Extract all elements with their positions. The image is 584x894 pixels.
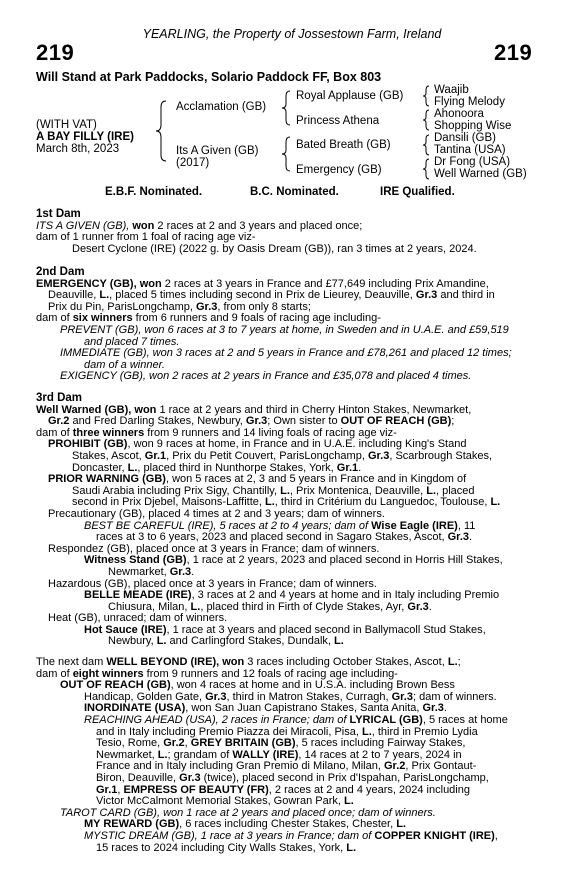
third-dam-line: Newmarket, Gr.3. — [108, 565, 195, 578]
second-dam-line: PREVENT (GB), won 6 races at 3 to 7 years at home, in Sweden and in U.A.E. and £59,519 — [60, 323, 509, 336]
sire: Acclamation (GB) — [176, 101, 267, 113]
dam-dam-dam: Well Warned (GB) — [434, 168, 527, 180]
dam-sire-sire: Dansili (GB) — [434, 132, 496, 144]
third-dam-line: Precautionary (GB), placed 4 times at 2 and 3 years; dam of winners. — [48, 507, 385, 520]
next-dam-line: dam of eight winners from 9 runners and 12 foals of racing age including- — [36, 667, 398, 680]
dam-dam: Emergency (GB) — [296, 164, 382, 176]
next-dam-line: REACHING AHEAD (USA), 2 races in France; dam of LYRICAL (GB), 5 races at home — [84, 713, 508, 726]
third-dam-section — [36, 393, 562, 648]
next-dam-line: France and in Italy including Gran Premio di Milano, Milan, Gr.2, Prix Gontaut- — [96, 760, 477, 773]
first-dam-line: ITS A GIVEN (GB), won 2 races at 2 and 3 years and placed once; — [36, 219, 363, 232]
next-dam-line: Handicap, Golden Gate, Gr.3, third in Matron Stakes, Curragh, Gr.3; dam of winners. — [84, 690, 497, 703]
next-dam-line: OUT OF REACH (GB), won 4 races at home and in U.S.A. including Brown Bess — [60, 679, 455, 692]
next-dam-line: TAROT CARD (GB), won 1 race at 2 years and placed once; dam of winners. — [60, 806, 436, 819]
third-dam-line: Respondez (GB), placed once at 3 years in France; dam of winners. — [48, 542, 380, 555]
stand-location: Will Stand at Park Paddocks, Solario Paddock FF, Box 803 — [36, 70, 382, 84]
third-dam-line: Well Warned (GB), won 1 race at 2 years and third in Cherry Hinton Stakes, Newmarket, — [36, 403, 472, 416]
first-dam-section — [36, 209, 562, 255]
second-dam-line: Prix du Pin, ParisLongchamp, Gr.3, from only 8 starts; — [48, 300, 311, 313]
second-dam-line: EXIGENCY (GB), won 2 races at 2 years in France and £35,078 and placed 4 times. — [60, 370, 472, 383]
third-dam-line: Newbury, L. and Carlingford Stakes, Dundalk, L. — [108, 635, 344, 648]
next-dam-line: and in Italy including Premio Piazza dei Miracoli, Pisa, L., third in Premio Lydia — [96, 725, 478, 738]
first-dam-heading: 1st Dam — [36, 208, 81, 220]
third-dam-line: PRIOR WARNING (GB), won 5 races at 2, 3 and 5 years in France and in Kingdom of — [48, 473, 467, 486]
sire-dam: Princess Athena — [296, 115, 380, 127]
vendor-title: YEARLING, the Property of Jossestown Farm, Ireland — [142, 27, 442, 41]
next-dam-line: Gr.1, EMPRESS OF BEAUTY (FR), 2 races at 2 and 4 years, 2024 including — [96, 783, 470, 796]
ebf-status: E.B.F. Nominated. — [105, 186, 203, 198]
third-dam-line: Gr.2 and Fred Darling Stakes, Newbury, Gr.3; Own sister to OUT OF REACH (GB); — [48, 415, 455, 428]
third-dam-line: Witness Stand (GB), 1 race at 2 years, 2023 and placed second in Horris Hill Stakes, — [84, 554, 503, 567]
second-dam-line: and placed 7 times. — [84, 335, 180, 348]
third-dam-line: races at 3 to 6 years, 2023 and placed second in Sagaro Stakes, Ascot, Gr.3. — [96, 531, 473, 544]
sire-sire: Royal Applause (GB) — [296, 90, 404, 102]
third-dam-line: Chiusura, Milan, L., placed third in Firth of Clyde Stakes, Ayr, Gr.3. — [108, 600, 432, 613]
dam-sire-dam: Tantina (USA) — [434, 144, 506, 156]
foaling-date: March 8th, 2023 — [36, 143, 120, 155]
second-dam-section — [36, 267, 562, 383]
next-dam-line: Newmarket, L.; grandam of WALLY (IRE), 14 races at 2 to 7 years, 2024 in — [96, 748, 462, 761]
dam-year: (2017) — [176, 157, 210, 169]
next-dam-line: The next dam WELL BEYOND (IRE), won 3 races including October Stakes, Ascot, L.; — [36, 656, 461, 668]
third-dam-line: BEST BE CAREFUL (IRE), 5 races at 2 to 4 years; dam of Wise Eagle (IRE), 11 — [84, 519, 476, 532]
second-dam-line: EMERGENCY (GB), won 2 races at 3 years in France and £77,649 including Prix Amandine, — [36, 277, 489, 290]
next-dam-line: Biron, Deauville, Gr.3 (twice), placed second in Prix d'Ispahan, ParisLongchamp, — [96, 771, 489, 784]
sire-sire-sire: Waajib — [434, 84, 469, 96]
sire-dam-sire: Ahonoora — [434, 108, 484, 120]
dam: Its A Given (GB) — [176, 145, 259, 157]
first-dam-line: Desert Cyclone (IRE) (2022 g. by Oasis Dream (GB)), ran 3 times at 2 years, 2024. — [72, 242, 477, 255]
dam-dam-sire: Dr Fong (USA) — [434, 156, 511, 168]
ire-status: IRE Qualified. — [380, 186, 455, 198]
sire-dam-dam: Shopping Wise — [434, 120, 512, 132]
first-dam-line: dam of 1 runner from 1 foal of racing age viz- — [36, 231, 256, 244]
second-dam-line: IMMEDIATE (GB), won 3 races at 2 and 5 years in France and £78,261 and placed 12 times; — [60, 347, 512, 360]
third-dam-line: second in Prix Djebel, Maisons-Laffitte, L., third in Critérium du Languedoc, Toulouse, L. — [72, 496, 501, 509]
second-dam-line: dam of a winner. — [84, 358, 165, 371]
next-dam-line: Victor McCalmont Memorial Stakes, Gowran Park, L. — [96, 795, 354, 808]
third-dam-line: Hot Sauce (IRE), 1 race at 3 years and placed second in Ballymacoll Stud Stakes, — [84, 623, 486, 636]
second-dam-line: Deauville, L., placed 5 times including second in Prix de Lieurey, Deauville, Gr.3 and third in — [48, 289, 495, 302]
next-dam-line: MY REWARD (GB), 6 races including Chester Stakes, Chester, L. — [84, 818, 406, 831]
lot-number-right: 219 — [494, 40, 533, 65]
sire-sire-dam: Flying Melody — [434, 96, 505, 108]
third-dam-heading: 3rd Dam — [36, 392, 83, 404]
next-dam-line: MYSTIC DREAM (GB), 1 race at 3 years in France; dam of COPPER KNIGHT (IRE), — [84, 829, 498, 842]
third-dam-line: BELLE MEADE (IRE), 3 races at 2 and 4 years at home and in Italy including Premio — [84, 589, 500, 602]
third-dam-line: Hazardous (GB), placed once at 3 years in France; dam of winners. — [48, 577, 377, 590]
next-dam-line: 15 races to 2024 including City Walls Stakes, York, L. — [96, 841, 357, 854]
third-dam-line: Heat (GB), unraced; dam of winners. — [48, 612, 228, 625]
bc-status: B.C. Nominated. — [250, 186, 339, 198]
next-dam-line: INORDINATE (USA), won San Juan Capistrano Stakes, Santa Anita, Gr.3. — [84, 702, 447, 715]
third-dam-line: PROHIBIT (GB), won 9 races at home, in France and in U.A.E. including King's Stand — [48, 438, 467, 451]
third-dam-line: Doncaster, L., placed third in Nunthorpe Stakes, York, Gr.1. — [72, 461, 362, 474]
next-dam-line: Tesio, Rome, Gr.2, GREY BRITAIN (GB), 5 races including Fairway Stakes, — [96, 737, 466, 750]
lot-number-left: 219 — [36, 40, 75, 65]
second-dam-heading: 2nd Dam — [36, 266, 85, 278]
second-dam-line: dam of six winners from 6 runners and 9 foals of racing age including- — [36, 312, 381, 325]
vat-label: (WITH VAT) — [36, 119, 97, 131]
third-dam-line: dam of three winners from 9 runners and 14 living foals of racing age viz- — [36, 426, 397, 439]
horse-name: A BAY FILLY (IRE) — [36, 131, 134, 143]
next-dam-section — [36, 657, 562, 854]
dam-sire: Bated Breath (GB) — [296, 139, 391, 151]
third-dam-line: Saudi Arabia including Prix Sigy, Chantilly, L., Prix Montenica, Deauville, L., placed — [72, 484, 475, 497]
third-dam-line: Stakes, Ascot, Gr.1, Prix du Petit Couvert, ParisLongchamp, Gr.3, Scarbrough Stakes, — [72, 449, 493, 462]
